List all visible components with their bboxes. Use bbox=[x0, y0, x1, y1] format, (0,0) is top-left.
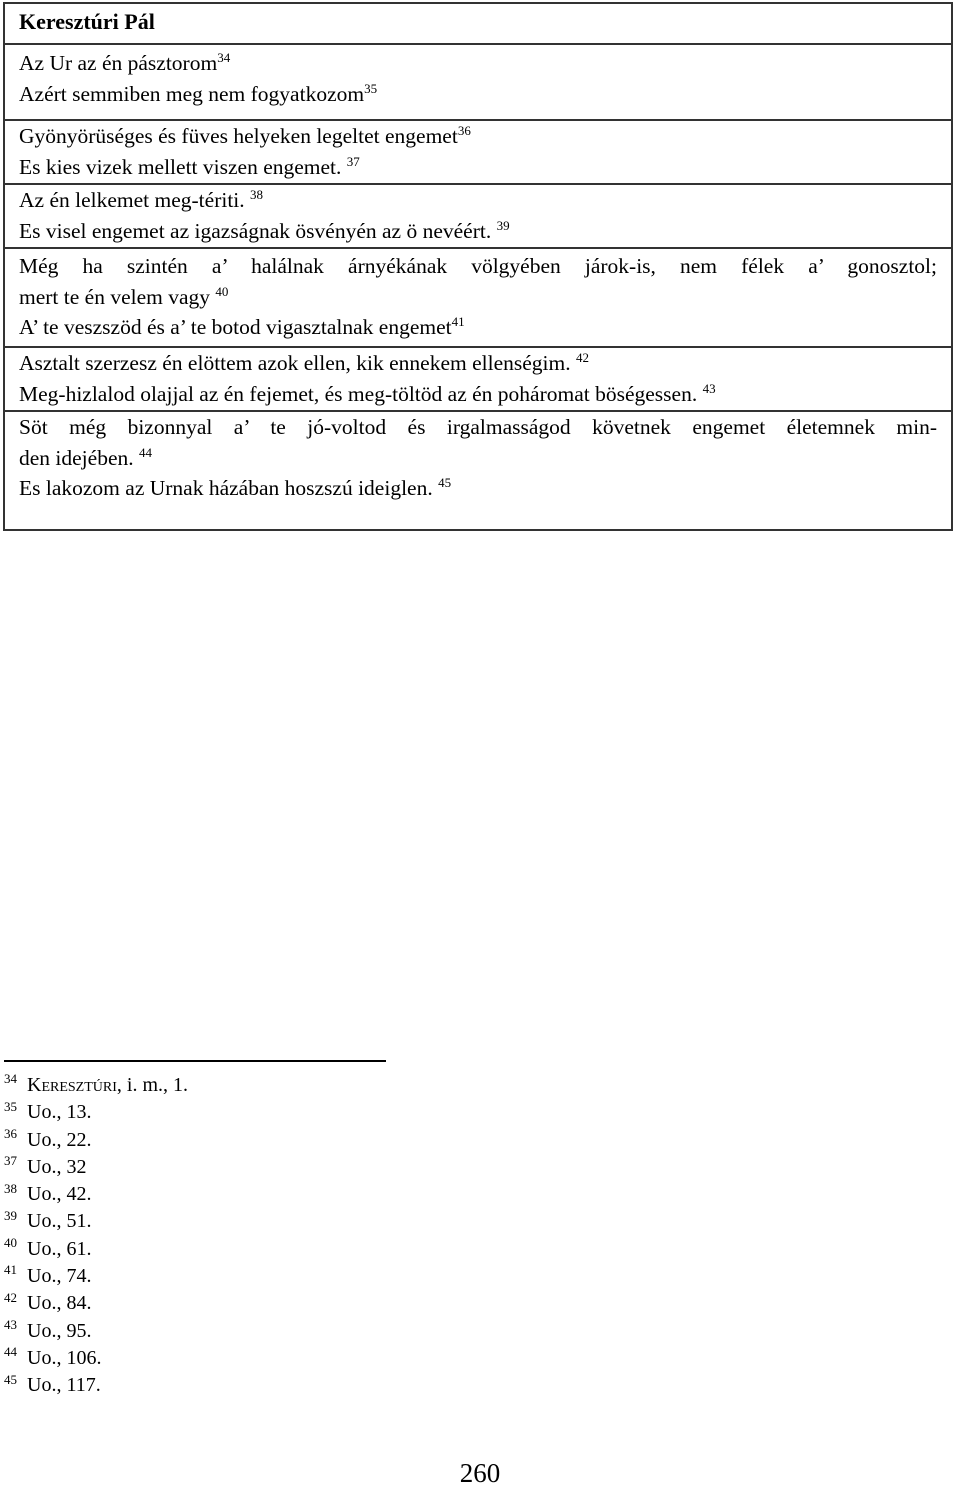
verse-line: Es kies vizek mellett viszen engemet. $^{37}$ bbox=[19, 153, 360, 179]
footnote-item bbox=[4, 1208, 188, 1235]
verse-line: Az Ur az én pásztorom$^{34}$ bbox=[19, 49, 231, 75]
verse-line: Meg-hizlalod olajjal az én fejemet, és meg-töltöd az én poháromat böségessen. $^{43}$ bbox=[19, 380, 716, 406]
footnote-ref[interactable]: 44 bbox=[139, 444, 152, 460]
footnote-text: Uo., 61. bbox=[27, 1237, 92, 1260]
verse-line: den idejében. $^{44}$ bbox=[19, 444, 152, 470]
footnote-number: 35 bbox=[4, 1098, 17, 1114]
footnote-number: 45 bbox=[4, 1371, 17, 1387]
footnote-item bbox=[4, 1263, 188, 1290]
footnote-item bbox=[4, 1318, 188, 1345]
footnote-ref[interactable]: 45 bbox=[438, 474, 452, 490]
footnote-item bbox=[4, 1181, 188, 1208]
footnote-author: Keresztúri bbox=[27, 1074, 117, 1096]
footnote-item bbox=[4, 1236, 188, 1263]
footnote-ref[interactable]: 36 bbox=[457, 122, 471, 138]
footnote-item bbox=[4, 1072, 188, 1099]
footnote-text: Uo., 32 bbox=[27, 1155, 87, 1178]
footnote-ref[interactable]: 41 bbox=[451, 313, 465, 329]
footnote-number: 41 bbox=[4, 1262, 17, 1278]
footnotes bbox=[4, 1072, 188, 1400]
verse-line: mert te én velem vagy $^{40}$ bbox=[19, 283, 229, 309]
verse-line: Gyönyörüséges és füves helyeken legeltet engemet$^{36}$ bbox=[19, 122, 471, 148]
footnote-number: 36 bbox=[4, 1125, 17, 1141]
footnote-text: Uo., 106. bbox=[27, 1346, 102, 1369]
footnote-item bbox=[4, 1290, 188, 1317]
table-header: Keresztúri Pál bbox=[4, 3, 952, 44]
footnote-text: Uo., 95. bbox=[27, 1319, 92, 1342]
verse-line: Azért semmiben meg nem fogyatkozom$^{35}$ bbox=[19, 80, 378, 106]
footnote-separator bbox=[4, 1060, 386, 1062]
footnote-ref[interactable]: 38 bbox=[250, 186, 264, 202]
footnote-number: 34 bbox=[4, 1071, 17, 1087]
footnote-text: Uo., 22. bbox=[27, 1128, 92, 1151]
footnote-number: 44 bbox=[4, 1344, 17, 1360]
verse-line: Asztalt szerzesz én elöttem azok ellen, kik ennekem ellenségim. $^{42}$ bbox=[19, 349, 589, 375]
verse-line: Es lakozom az Urnak házában hoszszú ideiglen. $^{45}$ bbox=[19, 474, 452, 500]
verse-line: Még ha szintén a’ halálnak árnyékának völgyében járok-is, nem félek a’ gonosztol; bbox=[19, 254, 937, 278]
footnote-text: Uo., 51. bbox=[27, 1210, 92, 1233]
footnote-ref[interactable]: 39 bbox=[496, 217, 510, 233]
footnote-item bbox=[4, 1372, 188, 1399]
psalm-table bbox=[3, 2, 953, 531]
footnote-number: 37 bbox=[4, 1153, 17, 1169]
footnote-text: Uo., 13. bbox=[27, 1101, 92, 1124]
verse-block bbox=[4, 120, 952, 184]
footnote-number: 38 bbox=[4, 1180, 17, 1196]
verse-block bbox=[4, 411, 952, 530]
footnote-text: Uo., 84. bbox=[27, 1292, 92, 1315]
verse-line: Az én lelkemet meg-tériti. $^{38}$ bbox=[19, 186, 264, 212]
verse-line: Es visel engemet az igazságnak ösvényén az ö nevéért. $^{39}$ bbox=[19, 217, 510, 243]
verse-line: A’ te veszszöd és a’ te botod vigasztalnak engemet$^{41}$ bbox=[19, 313, 465, 339]
footnote-ref[interactable]: 43 bbox=[702, 380, 716, 396]
verse-block bbox=[4, 347, 952, 411]
verse-block bbox=[4, 44, 952, 120]
footnote-text: Uo., 42. bbox=[27, 1183, 92, 1206]
footnote-number: 42 bbox=[4, 1289, 17, 1305]
page-number: 260 bbox=[459, 1458, 501, 1488]
footnote-item bbox=[4, 1154, 188, 1181]
verse-block bbox=[4, 184, 952, 248]
footnote-item bbox=[4, 1127, 188, 1154]
footnote-number: 40 bbox=[4, 1235, 17, 1251]
footnote-ref[interactable]: 37 bbox=[346, 153, 360, 169]
footnote-ref[interactable]: 42 bbox=[575, 349, 589, 365]
footnote-number: 43 bbox=[4, 1317, 17, 1333]
footnote-ref[interactable]: 34 bbox=[217, 49, 231, 65]
footnote-text: Uo., 74. bbox=[27, 1265, 92, 1288]
verse-block bbox=[4, 248, 952, 347]
footnote-number: 39 bbox=[4, 1207, 17, 1223]
footnote-ref[interactable]: 40 bbox=[215, 283, 229, 299]
footnote-item bbox=[4, 1099, 188, 1126]
footnote-item bbox=[4, 1345, 188, 1372]
footnote-text: , i. m., 1. bbox=[116, 1074, 189, 1096]
footnote-text: Uo., 117. bbox=[27, 1374, 101, 1397]
footnote-ref[interactable]: 35 bbox=[364, 80, 378, 96]
verse-line: Söt még bizonnyal a’ te jó-voltod és irgalmasságod követnek engemet életemnek min- bbox=[19, 415, 937, 439]
